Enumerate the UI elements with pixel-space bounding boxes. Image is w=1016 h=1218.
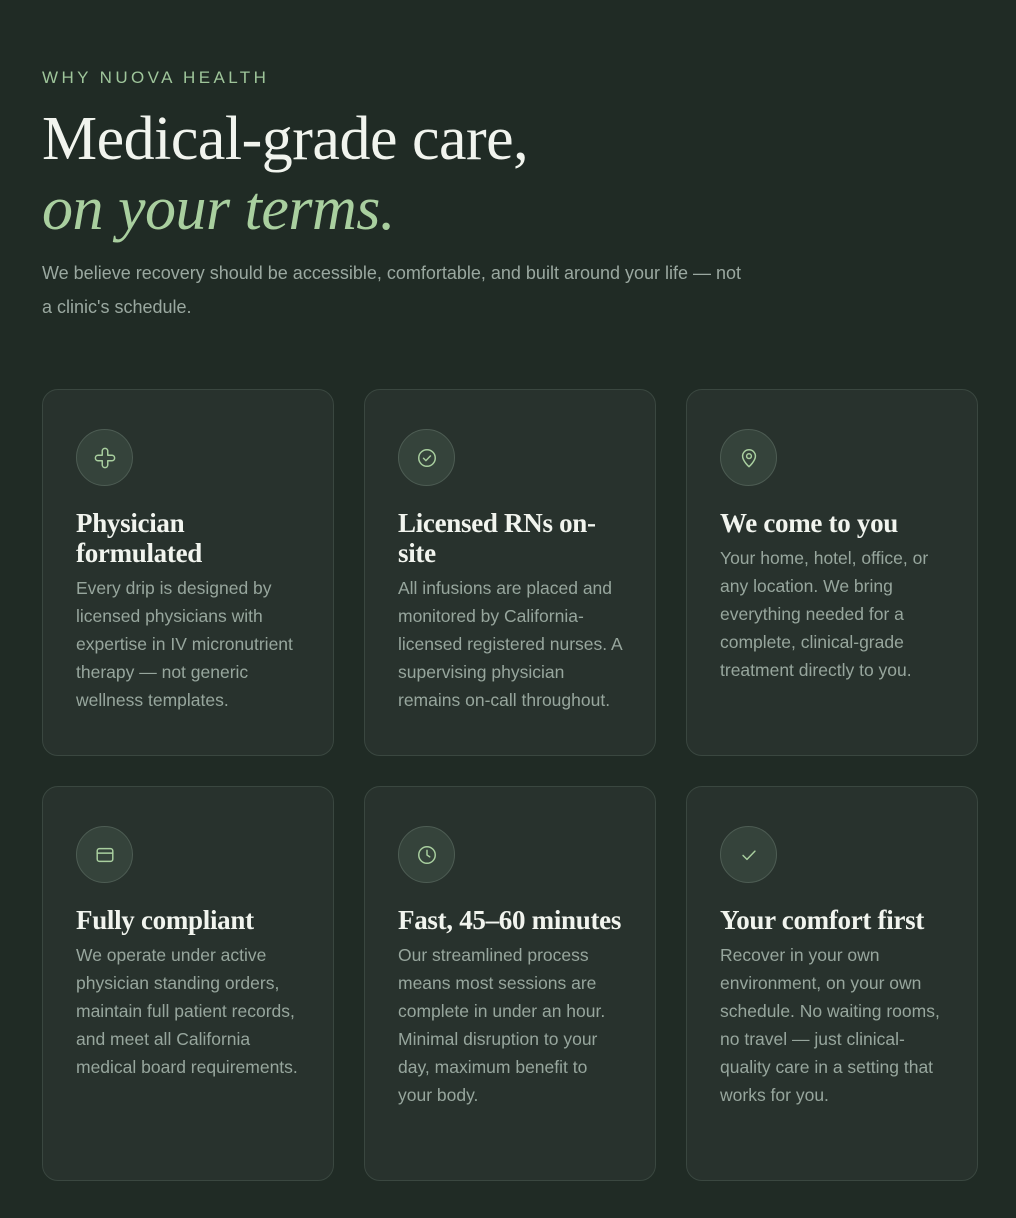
feature-description: Every drip is designed by licensed physicians with expertise in IV micronutrient therapy — not generic wellness templates. bbox=[76, 578, 293, 710]
feature-card-fully-compliant bbox=[42, 786, 334, 1181]
map-pin-icon bbox=[720, 429, 777, 486]
checkmark-icon bbox=[720, 826, 777, 883]
feature-title: Fully compliant bbox=[76, 905, 254, 935]
feature-card-physician-formulated bbox=[42, 389, 334, 756]
section-intro: We believe recovery should be accessible, comfortable, and built around your life — not a clinic's schedule. bbox=[42, 263, 742, 317]
feature-card-licensed-rns bbox=[364, 389, 656, 756]
feature-title: Physician formulated bbox=[76, 508, 202, 568]
feature-description: Our streamlined process means most sessions are complete in under an hour. Minimal disruption to your day, maximum benefit to your body. bbox=[398, 945, 606, 1105]
heading-line-1: Medical-grade care, bbox=[42, 105, 529, 173]
credit-card-icon bbox=[76, 826, 133, 883]
feature-title: Your comfort first bbox=[720, 905, 925, 935]
medical-cross-icon bbox=[76, 429, 133, 486]
heading-line-2: on your terms. bbox=[42, 175, 395, 243]
feature-description: Your home, hotel, office, or any location. We bring everything needed for a complete, clinical-grade treatment directly to you. bbox=[720, 548, 929, 680]
feature-description: All infusions are placed and monitored by California-licensed registered nurses. A supervising physician remains on-call throughout. bbox=[398, 578, 622, 710]
feature-card-comfort-first bbox=[686, 786, 978, 1181]
section-eyebrow: WHY NUOVA HEALTH bbox=[42, 68, 270, 87]
clock-icon bbox=[398, 826, 455, 883]
feature-title: Fast, 45–60 minutes bbox=[398, 905, 622, 935]
feature-title: Licensed RNs on-site bbox=[398, 508, 596, 568]
feature-description: We operate under active physician standing orders, maintain full patient records, and meet all California medical board requirements. bbox=[76, 945, 298, 1077]
check-circle-icon bbox=[398, 429, 455, 486]
feature-card-we-come-to-you bbox=[686, 389, 978, 756]
features-grid bbox=[42, 389, 978, 1181]
feature-title: We come to you bbox=[720, 508, 899, 538]
section-heading bbox=[42, 104, 528, 244]
feature-card-fast-sessions bbox=[364, 786, 656, 1181]
feature-description: Recover in your own environment, on your own schedule. No waiting rooms, no travel — just clinical-quality care in a setting that works for you. bbox=[720, 945, 940, 1105]
